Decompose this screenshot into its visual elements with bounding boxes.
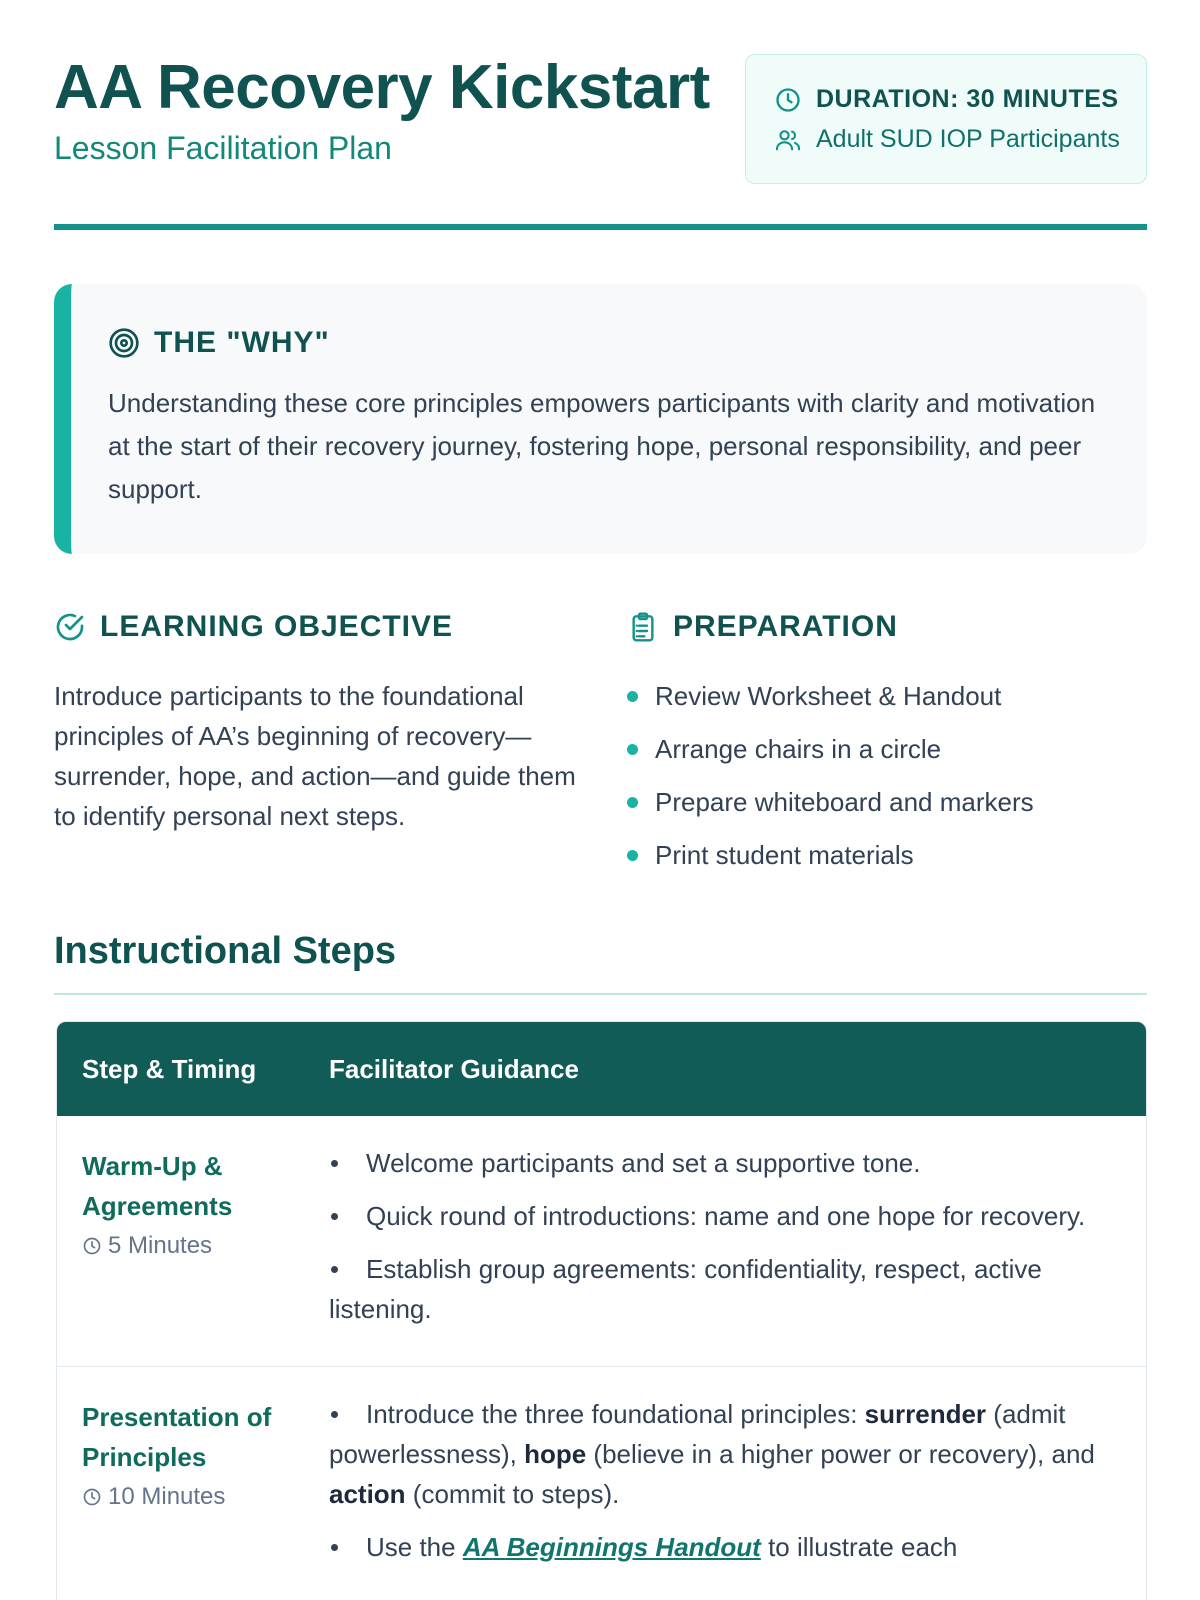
step-name: Warm-Up & Agreements — [82, 1151, 233, 1221]
step-timing — [82, 1232, 309, 1260]
table-row — [57, 1367, 1146, 1600]
why-title: THE "WHY" — [154, 326, 330, 359]
clock-icon — [82, 1487, 102, 1507]
guidance-item: Use the AA Beginnings Handout to illustrate each — [329, 1527, 1106, 1567]
principle-hope: hope — [524, 1439, 587, 1469]
audience-text: Adult SUD IOP Participants — [816, 125, 1120, 153]
objective-title: LEARNING OBJECTIVE — [100, 610, 454, 643]
clipboard-list-icon — [627, 611, 659, 643]
column-header-step: Step & Timing — [82, 1053, 257, 1084]
instructional-steps-title: Instructional Steps — [54, 930, 397, 972]
why-text: Understanding these core principles empowers participants with clarity and motivation at the start of their recovery journey, fostering hope, personal responsibility, and peer support. — [108, 388, 1096, 504]
preparation-section — [627, 610, 1147, 882]
step-time-text: 5 Minutes — [108, 1232, 213, 1259]
guidance-item: Introduce the three foundational principles: surrender (admit powerlessness), hope (believe in a higher power or recovery), and action (commit to steps). — [329, 1394, 1106, 1514]
prep-item: Prepare whiteboard and markers — [627, 776, 1147, 829]
bullet-dot — [627, 797, 638, 808]
guidance-item: Establish group agreements: confidentiality, respect, active listening. — [329, 1249, 1106, 1329]
prep-item: Print student materials — [627, 829, 1147, 882]
step-cell — [57, 1116, 329, 1366]
duration-row — [774, 85, 1119, 114]
principle-surrender: surrender — [864, 1399, 987, 1429]
why-callout — [54, 284, 1147, 554]
guidance-item: Quick round of introductions: name and one hope for recovery. — [329, 1196, 1106, 1236]
target-icon — [108, 327, 140, 359]
bullet-dot — [627, 691, 638, 702]
duration-text: DURATION: 30 MINUTES — [816, 85, 1119, 113]
section-divider — [54, 993, 1147, 995]
users-icon — [774, 126, 802, 154]
step-name: Presentation of Principles — [82, 1402, 272, 1472]
table-header — [57, 1022, 1146, 1116]
page-header — [54, 0, 1147, 230]
audience-row — [774, 125, 1120, 154]
preparation-list — [627, 670, 1147, 882]
objective-text: Introduce participants to the foundational principles of AA’s beginning of recovery—surrender, hope, and action—and guide them to identify personal next steps. — [54, 681, 576, 831]
principle-action: action — [329, 1479, 406, 1509]
preparation-heading — [627, 610, 1147, 644]
step-time-text: 10 Minutes — [108, 1483, 226, 1510]
why-heading — [108, 326, 1107, 360]
step-cell — [57, 1367, 329, 1600]
handout-link[interactable]: AA Beginnings Handout — [462, 1532, 761, 1562]
page-title: AA Recovery Kickstart — [54, 53, 710, 122]
table-row — [57, 1116, 1146, 1367]
guidance-item: Welcome participants and set a supportive tone. — [329, 1143, 1106, 1183]
bullet-dot — [627, 744, 638, 755]
steps-table — [56, 1021, 1147, 1600]
guidance-cell — [329, 1367, 1146, 1600]
bullet-dot — [627, 850, 638, 861]
guidance-list — [329, 1143, 1106, 1329]
prep-item: Arrange chairs in a circle — [627, 723, 1147, 776]
clock-icon — [82, 1236, 102, 1256]
learning-objective-section — [54, 610, 584, 836]
clock-icon — [774, 86, 802, 114]
preparation-title: PREPARATION — [673, 610, 898, 643]
guidance-list — [329, 1394, 1106, 1567]
step-timing — [82, 1483, 309, 1511]
column-header-guidance: Facilitator Guidance — [329, 1053, 579, 1084]
check-circle-icon — [54, 611, 86, 643]
lesson-meta-box — [745, 54, 1147, 184]
prep-item: Review Worksheet & Handout — [627, 670, 1147, 723]
guidance-cell — [329, 1116, 1146, 1366]
lesson-plan-page — [54, 0, 1147, 1562]
objective-heading — [54, 610, 584, 644]
page-subtitle: Lesson Facilitation Plan — [54, 130, 392, 166]
